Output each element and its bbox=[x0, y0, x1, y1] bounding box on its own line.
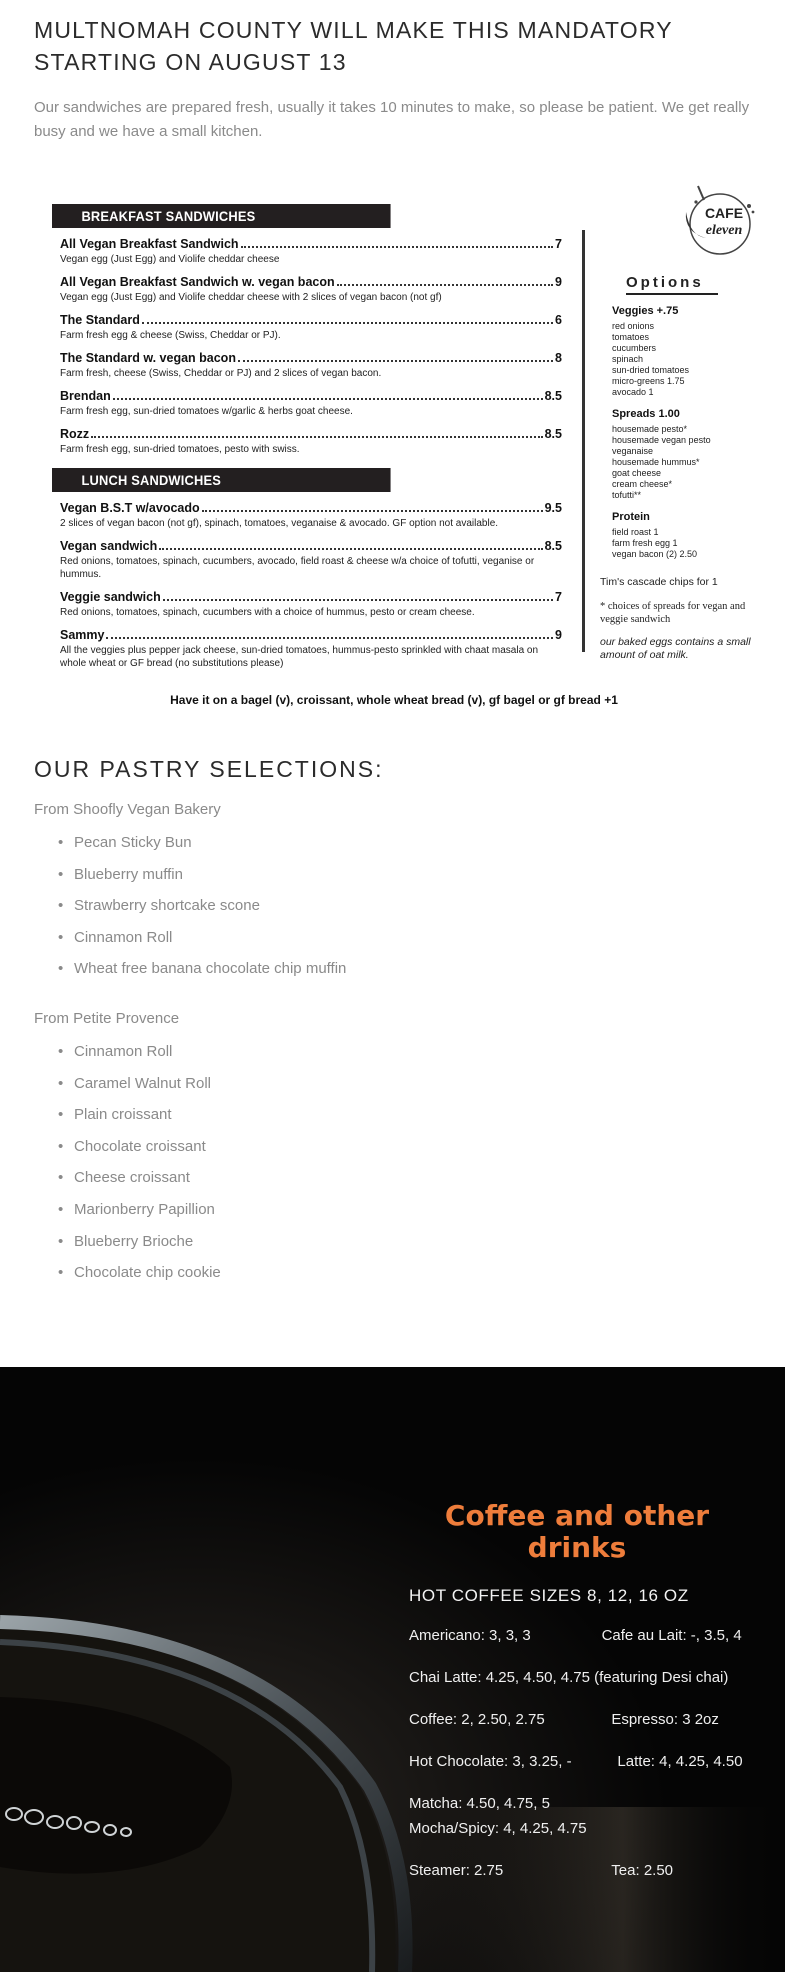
menu-item-line bbox=[60, 539, 562, 553]
chips-note: Tim's cascade chips for 1 bbox=[600, 576, 718, 588]
menu-item bbox=[60, 539, 562, 581]
menu-item-line bbox=[60, 590, 562, 604]
pastry-title: OUR PASTRY SELECTIONS: bbox=[34, 756, 384, 782]
lunch-banner: LUNCH SANDWICHES bbox=[52, 468, 391, 492]
pastry-item: • Cinnamon Roll bbox=[58, 1043, 751, 1075]
menu-divider bbox=[582, 230, 585, 652]
drink-price-list bbox=[409, 1623, 759, 1883]
spread-option: veganaise bbox=[612, 446, 654, 456]
drinks-content bbox=[409, 1500, 759, 1883]
menu-item-description: Vegan egg (Just Egg) and Violife cheddar cheese bbox=[60, 254, 280, 265]
menu-item-description: Farm fresh, cheese (Swiss, Cheddar or PJ) and 2 slices of vegan bacon. bbox=[60, 368, 382, 379]
veggie-option: micro-greens 1.75 bbox=[612, 376, 685, 386]
spread-option: housemade vegan pesto bbox=[612, 435, 711, 445]
drink-price-line: Matcha: 4.50, 4.75, 5 Mocha/Spicy: 4, 4.25, 4.75 bbox=[409, 1795, 587, 1837]
menu-item bbox=[60, 313, 562, 342]
pastry-item: • Strawberry shortcake scone bbox=[58, 897, 751, 929]
menu-item-description: All the veggies plus pepper jack cheese, sun-dried tomatoes, hummus-pesto sprinkled with chaat masala on whole wheat or GF bread (no substitutions please) bbox=[60, 645, 539, 669]
menu-item-price: 9.5 bbox=[544, 501, 562, 515]
coffee-cup-logo-icon bbox=[676, 182, 760, 264]
menu-item-name: Brendan bbox=[60, 389, 111, 403]
notice-section bbox=[0, 0, 785, 144]
pastry-item: • Plain croissant bbox=[58, 1106, 751, 1138]
menu-item-description: Red onions, tomatoes, spinach, cucumbers, avocado, field roast & cheese w/a choice of tofutti, veganise or hummus. bbox=[60, 556, 535, 580]
cafe-eleven-logo bbox=[676, 182, 760, 264]
menu-item-description: Red onions, tomatoes, spinach, cucumbers with a choice of hummus, pesto or cream cheese. bbox=[60, 607, 475, 618]
menu-item-line bbox=[60, 427, 562, 441]
drink-price-line: Steamer: 2.75 Tea: 2.50 bbox=[409, 1862, 674, 1879]
menu-item-line bbox=[60, 275, 562, 289]
menu-item-leader-dots bbox=[202, 510, 543, 512]
drinks-heading: Coffee and other drinks bbox=[444, 1499, 710, 1564]
menu-item-price: 8.5 bbox=[544, 427, 562, 441]
menu-item-leader-dots bbox=[241, 246, 554, 248]
menu-item-name: Veggie sandwich bbox=[60, 590, 161, 604]
menu-item-description: Farm fresh egg, sun-dried tomatoes, pesto with swiss. bbox=[60, 444, 300, 455]
menu-item-price: 7 bbox=[555, 237, 562, 251]
protein-option: vegan bacon (2) 2.50 bbox=[612, 549, 698, 559]
menu-item-description: Farm fresh egg, sun-dried tomatoes w/garlic & herbs goat cheese. bbox=[60, 406, 353, 417]
menu-item-leader-dots bbox=[106, 637, 553, 639]
protein-heading: Protein bbox=[612, 511, 650, 523]
pastry-item: • Pecan Sticky Bun bbox=[58, 834, 751, 866]
menu-item bbox=[60, 389, 562, 418]
menu-item bbox=[60, 237, 562, 266]
options-title: Options bbox=[626, 274, 718, 295]
veggie-option: tomatoes bbox=[612, 332, 650, 342]
menu-item-name: Rozz bbox=[60, 427, 90, 441]
menu-item-name: All Vegan Breakfast Sandwich w. vegan bacon bbox=[60, 275, 335, 289]
menu-item bbox=[60, 501, 562, 530]
spread-option: housemade hummus* bbox=[612, 457, 700, 467]
veggie-option: sun-dried tomatoes bbox=[612, 365, 690, 375]
menu-item-line bbox=[60, 389, 562, 403]
menu-item bbox=[60, 351, 562, 380]
pastry-item: • Marionberry Papillion bbox=[58, 1201, 751, 1233]
menu-item-price: 9 bbox=[555, 628, 562, 642]
menu-item-leader-dots bbox=[337, 284, 553, 286]
pastry-item: • Wheat free banana chocolate chip muffin bbox=[58, 960, 751, 992]
pastry-section bbox=[0, 722, 785, 1296]
menu-item bbox=[60, 628, 562, 670]
menu-item-price: 8 bbox=[555, 351, 562, 365]
veggie-option: spinach bbox=[612, 354, 644, 364]
menu-item-description: 2 slices of vegan bacon (not gf), spinach, tomatoes, veganaise & avocado. GF option not available. bbox=[60, 518, 499, 529]
spread-option: housemade pesto* bbox=[612, 424, 688, 434]
pastry-item: • Blueberry muffin bbox=[58, 866, 751, 898]
menu-item-line bbox=[60, 501, 562, 515]
sandwich-menu-image bbox=[34, 182, 754, 722]
menu-item-name: The Standard w. vegan bacon bbox=[60, 351, 236, 365]
lunch-items bbox=[52, 501, 562, 670]
menu-item-leader-dots bbox=[163, 599, 553, 601]
protein-list bbox=[612, 527, 754, 560]
spreads-list bbox=[612, 424, 754, 501]
menu-item-description: Vegan egg (Just Egg) and Violife cheddar cheese with 2 slices of vegan bacon (not gf) bbox=[60, 292, 442, 303]
menu-item-name: Vegan B.S.T w/avocado bbox=[60, 501, 200, 515]
spread-choices-note: * choices of spreads for vegan and veggie sandwich bbox=[600, 601, 746, 625]
breakfast-banner: BREAKFAST SANDWICHES bbox=[52, 204, 391, 228]
menu-item-name: Sammy bbox=[60, 628, 105, 642]
notice-title: MULTNOMAH COUNTY WILL MAKE THIS MANDATORY STARTING ON AUGUST 13 bbox=[34, 17, 673, 75]
menu-item-description: Farm fresh egg & cheese (Swiss, Cheddar or PJ). bbox=[60, 330, 281, 341]
menu-item-leader-dots bbox=[142, 322, 553, 324]
menu-item-line bbox=[60, 313, 562, 327]
menu-item-leader-dots bbox=[159, 548, 542, 550]
menu-item-leader-dots bbox=[238, 360, 553, 362]
menu-left-column bbox=[52, 204, 562, 670]
bakery-petite-provence: From Petite Provence bbox=[34, 1009, 180, 1027]
menu-item-name: The Standard bbox=[60, 313, 140, 327]
intro-text: Our sandwiches are prepared fresh, usually it takes 10 minutes to make, so please be patient. We get really busy and we have a small kitchen. bbox=[34, 99, 750, 140]
menu-item bbox=[60, 590, 562, 619]
veggie-option: avocado 1 bbox=[612, 387, 654, 397]
menu-item-price: 9 bbox=[555, 275, 562, 289]
pastry-item: • Blueberry Brioche bbox=[58, 1233, 751, 1265]
menu-item-line bbox=[60, 237, 562, 251]
menu-item-name: All Vegan Breakfast Sandwich bbox=[60, 237, 239, 251]
petite-provence-pastry-list bbox=[58, 1043, 751, 1296]
menu-item-price: 8.5 bbox=[544, 539, 562, 553]
menu-item bbox=[60, 427, 562, 456]
spread-option: tofutti** bbox=[612, 490, 642, 500]
veggies-heading: Veggies +.75 bbox=[612, 305, 679, 317]
spread-option: goat cheese bbox=[612, 468, 662, 478]
protein-option: field roast 1 bbox=[612, 527, 659, 537]
veggies-list bbox=[612, 321, 754, 398]
logo-eleven-text: eleven bbox=[705, 223, 743, 238]
menu-item-leader-dots bbox=[91, 436, 542, 438]
bakery-shoofly: From Shoofly Vegan Bakery bbox=[34, 801, 221, 818]
menu-item-price: 7 bbox=[555, 590, 562, 604]
pastry-item: • Cinnamon Roll bbox=[58, 929, 751, 961]
menu-item-price: 8.5 bbox=[544, 389, 562, 403]
menu-item-line bbox=[60, 628, 562, 642]
drink-price-line: Americano: 3, 3, 3 Cafe au Lait: -, 3.5, 4 bbox=[409, 1627, 742, 1644]
drink-price-line: Chai Latte: 4.25, 4.50, 4.75 (featuring Desi chai) bbox=[409, 1669, 729, 1686]
pastry-item: • Cheese croissant bbox=[58, 1169, 751, 1201]
bread-options-note: Have it on a bagel (v), croissant, whole wheat bread (v), gf bagel or gf bread +1 bbox=[170, 693, 618, 707]
options-column bbox=[594, 182, 754, 662]
protein-option: farm fresh egg 1 bbox=[612, 538, 678, 548]
drink-price-line: Coffee: 2, 2.50, 2.75 Espresso: 3 2oz bbox=[409, 1711, 719, 1728]
veggie-option: cucumbers bbox=[612, 343, 657, 353]
breakfast-items bbox=[52, 237, 562, 456]
drink-price-line: Hot Chocolate: 3, 3.25, - Latte: 4, 4.25, 4.50 bbox=[409, 1753, 743, 1770]
menu-item-price: 6 bbox=[555, 313, 562, 327]
shoofly-pastry-list bbox=[58, 834, 751, 992]
veggie-option: red onions bbox=[612, 321, 655, 331]
spreads-heading: Spreads 1.00 bbox=[612, 408, 680, 420]
pastry-item: • Chocolate chip cookie bbox=[58, 1264, 751, 1296]
menu-item-leader-dots bbox=[113, 398, 543, 400]
baked-eggs-note: our baked eggs contains a small amount of oat milk. bbox=[600, 636, 751, 661]
logo-cafe-text: CAFE bbox=[704, 205, 744, 221]
drinks-section bbox=[0, 1367, 785, 1972]
menu-item-line bbox=[60, 351, 562, 365]
pastry-item: • Caramel Walnut Roll bbox=[58, 1075, 751, 1107]
hot-coffee-sizes-title: HOT COFFEE SIZES 8, 12, 16 OZ bbox=[409, 1586, 689, 1605]
menu-item bbox=[60, 275, 562, 304]
pastry-item: • Chocolate croissant bbox=[58, 1138, 751, 1170]
spread-option: cream cheese* bbox=[612, 479, 673, 489]
menu-item-name: Vegan sandwich bbox=[60, 539, 158, 553]
